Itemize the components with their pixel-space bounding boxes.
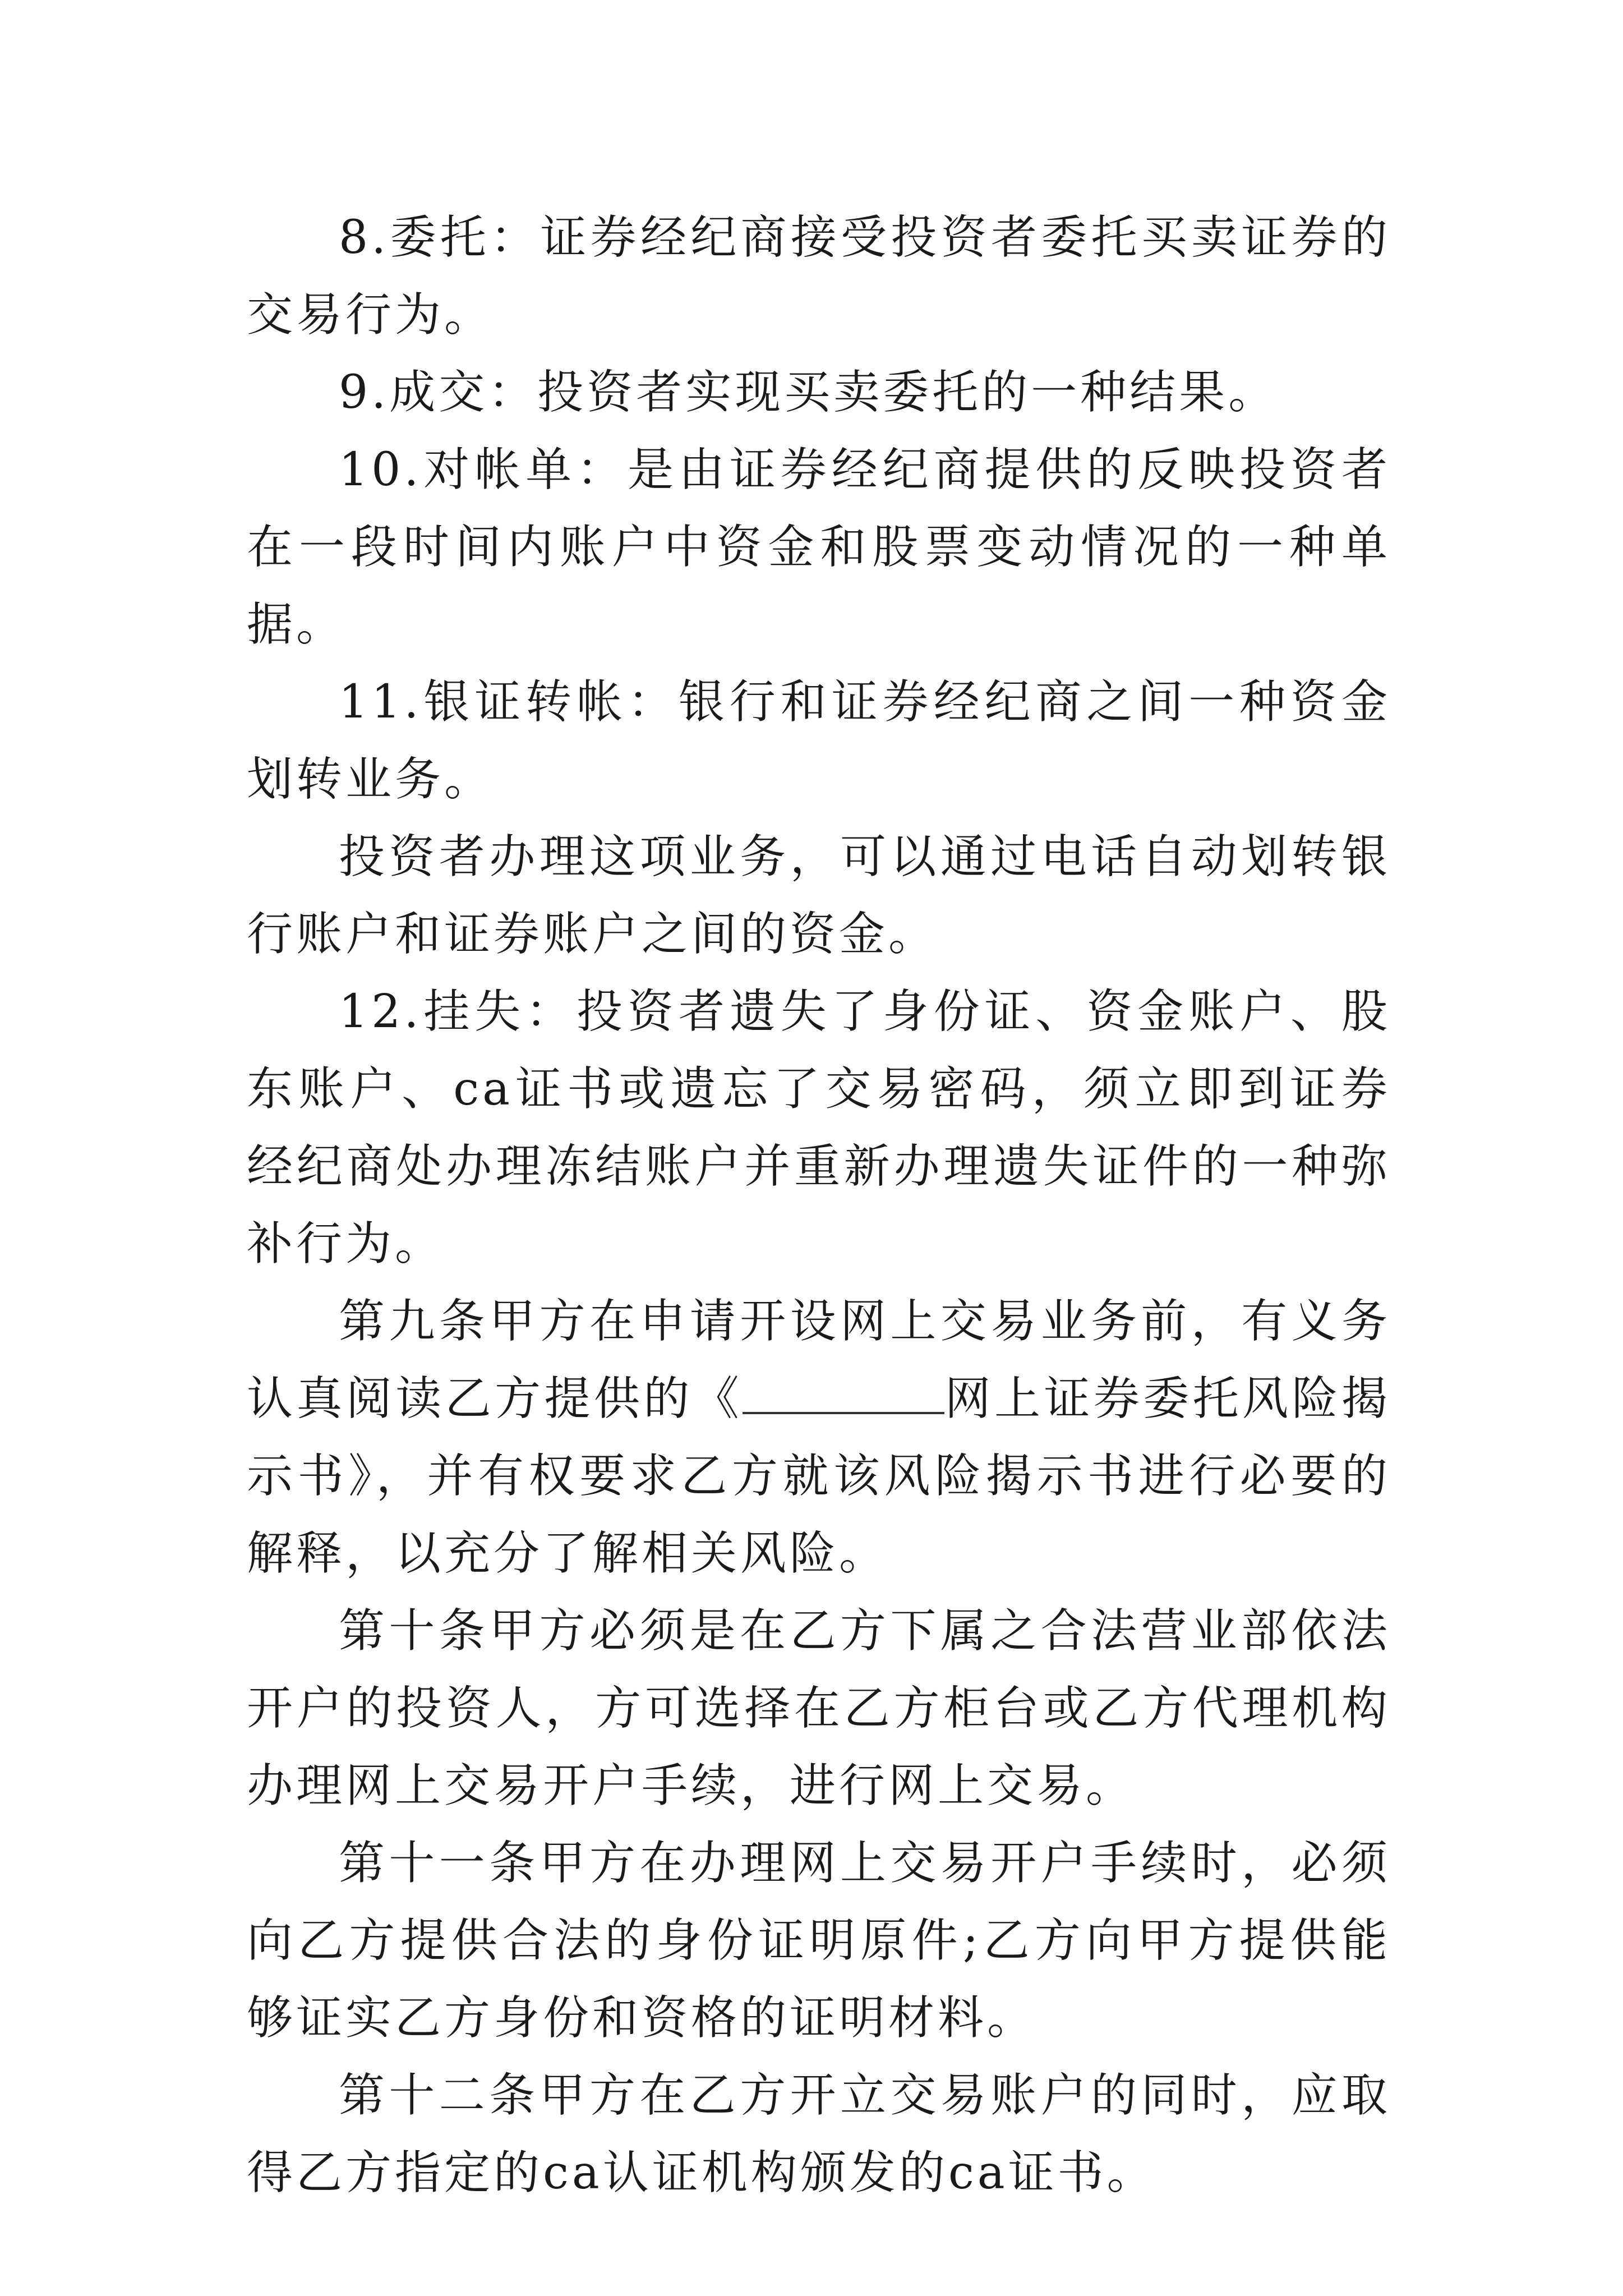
paragraph-article-12: 第十二条甲方在乙方开立交易账户的同时，应取得乙方指定的ca认证机构颁发的ca证书。 [247, 2069, 1391, 2200]
article-9-text-after: 网上证券委托风险揭示书》，并有权要求乙方就该风险揭示书进行必要的解释，以充分了解相关风险。 [247, 1372, 1391, 1580]
paragraph-article-11: 第十一条甲方在办理网上交易开户手续时，必须向乙方提供合法的身份证明原件;乙方向甲方提供能够证实乙方身份和资格的证明材料。 [247, 1837, 1391, 2045]
paragraph-article-10: 第十条甲方必须是在乙方下属之合法营业部依法开户的投资人，方可选择在乙方柜台或乙方代理机构办理网上交易开户手续，进行网上交易。 [247, 1604, 1391, 1812]
paragraph-bank-transfer: 11.银证转帐：银行和证券经纪商之间一种资金划转业务。 [247, 675, 1391, 806]
blank-fill-line [743, 1378, 944, 1414]
paragraph-entrust: 8.委托：证券经纪商接受投资者委托买卖证券的交易行为。 [247, 211, 1391, 342]
paragraph-deal: 9.成交：投资者实现买卖委托的一种结果。 [339, 366, 1278, 419]
paragraph-transfer-detail: 投资者办理这项业务，可以通过电话自动划转银行账户和证券账户之间的资金。 [247, 830, 1391, 961]
paragraph-article-9 [247, 1283, 1391, 1593]
article-9-text-before: 第九条甲方在申请开设网上交易业务前，有义务认真阅读乙方提供的《 [247, 1295, 1391, 1425]
paragraph-statement: 10.对帐单：是由证券经纪商提供的反映投资者在一段时间内账户中资金和股票变动情况的一种单据。 [247, 443, 1391, 651]
document-body [247, 199, 1391, 2212]
paragraph-report-loss: 12.挂失：投资者遗失了身份证、资金账户、股东账户、ca证书或遗忘了交易密码，须立即到证券经纪商处办理冻结账户并重新办理遗失证件的一种弥补行为。 [247, 985, 1391, 1271]
